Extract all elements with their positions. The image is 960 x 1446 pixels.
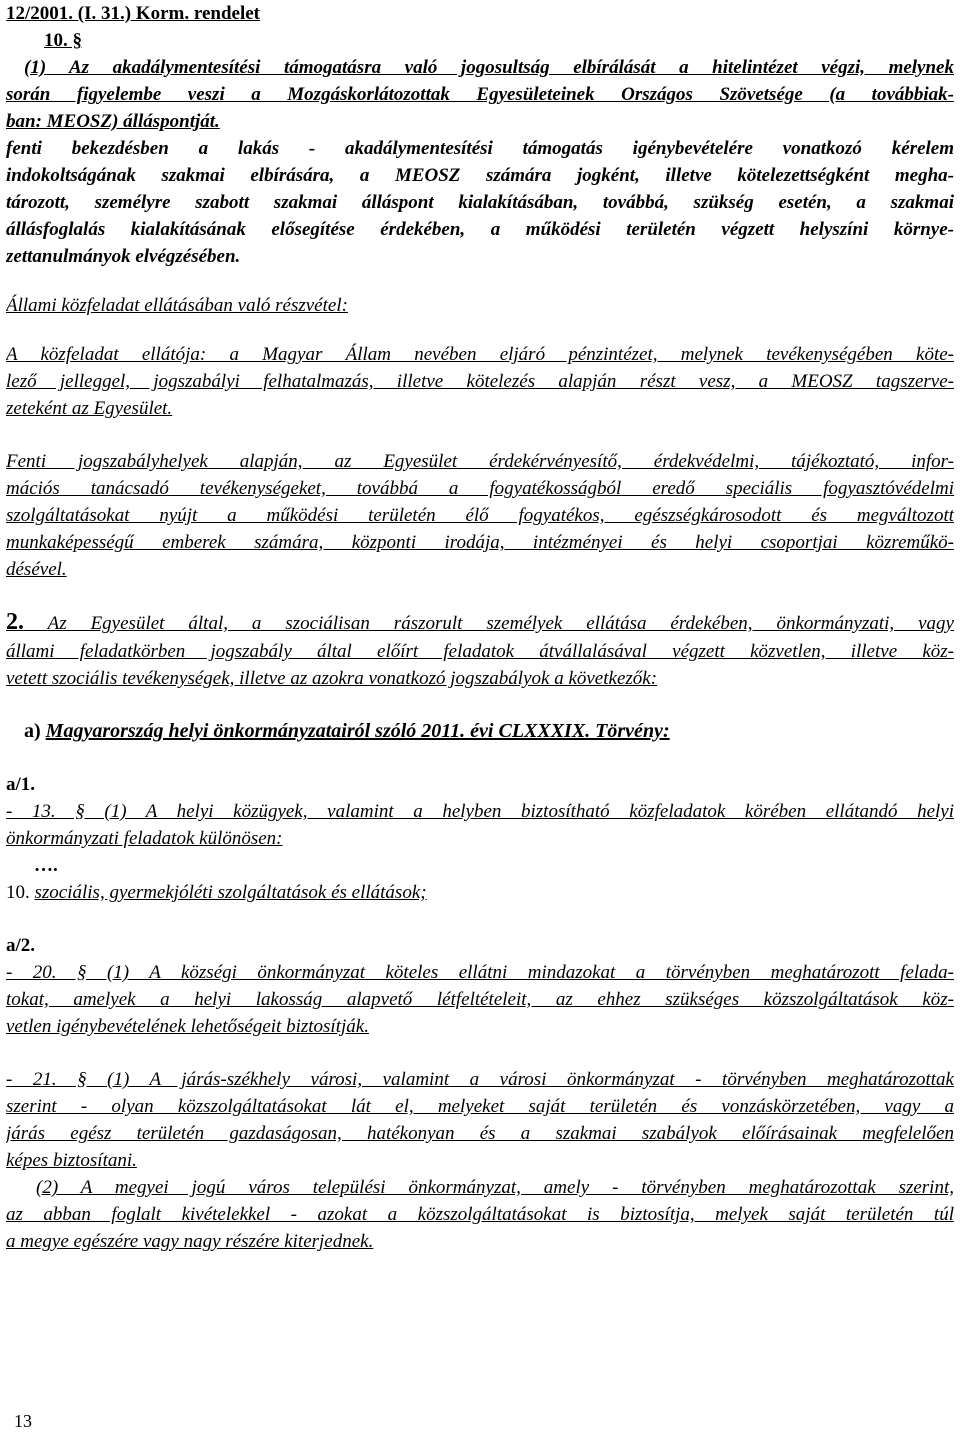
paragraph-line: - 21. § (1) A járás-székhely városi, valamint a városi önkormányzat - törvényben meghatározottak: [6, 1069, 954, 1090]
paragraph-egyesulet-szolgaltatasok: [6, 448, 954, 583]
section-heading-text: 10. §: [44, 30, 82, 51]
paragraph-line: a megye egészére vagy nagy részére kiterjednek.: [6, 1231, 374, 1252]
paragraph-line: fenti bekezdésben a lakás - akadálymentesítési támogatás igénybevételére vonatkozó kérelem: [6, 138, 954, 159]
paragraph-line: vetlen igénybevételének lehetőségeit biztosítják.: [6, 1016, 369, 1037]
paragraph-fenti-bekezdes: [6, 135, 954, 270]
paragraph-line: munkaképességű emberek számára, központi irodája, intézményei és helyi csoportjai közreműkö-: [6, 532, 954, 553]
paragraph-line: lező jelleggel, jogszabályi felhatalmazás, illetve kötelezés alapján részt vesz, a MEOSZ tagszerve-: [6, 371, 954, 392]
section-21: [6, 1066, 954, 1255]
section-number: 2.: [6, 609, 24, 635]
paragraph-line: zettanulmányok elvégzésében.: [6, 246, 241, 267]
paragraph-line: állásfoglalás kialakításának elősegítése érdekében, a működési területén végzett helyszíni környe-: [6, 219, 954, 240]
paragraph-line: Fenti jogszabályhelyek alapján, az Egyesület érdekérvényesítő, érdekvédelmi, tájékoztató, infor-: [6, 451, 954, 472]
item-number: 10.: [6, 882, 30, 903]
paragraph-line: vetett szociális tevékenységek, illetve az azokra vonatkozó jogszabályok a következők:: [6, 668, 658, 689]
law-a-title: Magyarország helyi önkormányzatairól szóló 2011. évi CLXXXIX. Törvény:: [45, 720, 670, 742]
paragraph-line: A közfeladat ellátója: a Magyar Állam nevében eljáró pénzintézet, melynek tevékenységében köte-: [6, 344, 954, 365]
list-item: [6, 879, 954, 906]
paragraph-line: állami feladatkörben jogszabály által előírt feladatok átvállalásával végzett közvetlen, illetve köz-: [6, 641, 954, 662]
paragraph-line: járás egész területén gazdaságosan, hatékonyan és a szakmai szabályok előírásainak megfelelően: [6, 1123, 954, 1144]
subsection-label: a/1.: [6, 774, 36, 795]
paragraph-line: szolgáltatásokat nyújt a működési területén élő fogyatékos, egészségkárosodott és megváltozott: [6, 505, 954, 526]
ellipsis: ….: [34, 855, 58, 876]
paragraph-line: [6, 609, 954, 638]
page-number: 13: [14, 1411, 32, 1431]
paragraph-line: (1) Az akadálymentesítési támogatásra való jogosultság elbírálását a hitelintézet végzi, melynek: [24, 57, 954, 78]
subsection-a2: [6, 932, 954, 1040]
paragraph-line: tokat, amelyek a helyi lakosság alapvető létfeltételeit, az ehhez szükséges közszolgáltatások köz-: [6, 989, 954, 1010]
paragraph-line: (2) A megyei jogú város települési önkormányzat, amely - törvényben meghatározottak szerint,: [36, 1177, 954, 1198]
paragraph-line: képes biztosítani.: [6, 1150, 137, 1171]
law-a-heading: [6, 718, 954, 745]
regulation-title-text: 12/2001. (I. 31.) Korm. rendelet: [6, 3, 260, 24]
section-heading: [6, 27, 954, 54]
regulation-title: [6, 0, 954, 27]
paragraph-line: ban: MEOSZ) álláspontját.: [6, 111, 220, 132]
section-2: [6, 609, 954, 692]
paragraph-line: - 20. § (1) A községi önkormányzat köteles ellátni mindazokat a törvényben meghatározott felada-: [6, 962, 954, 983]
public-task-heading: Állami közfeladat ellátásában való részvétel:: [6, 295, 348, 316]
paragraph-line: zeteként az Egyesület.: [6, 398, 173, 419]
paragraph-line: indokoltságának szakmai elbírására, a MEOSZ számára jogként, illetve kötelezettségként megha-: [6, 165, 954, 186]
paragraph-line: az abban foglalt kivételekkel - azokat a közszolgáltatásokat is biztosítja, melyek saját területén túl: [6, 1204, 954, 1225]
paragraph-line: során figyelembe veszi a Mozgáskorlátozottak Egyesületeinek Országos Szövetsége (a továbbiak-: [6, 84, 954, 105]
paragraph-akadalymentesites: [6, 54, 954, 135]
law-a-label: a): [24, 720, 41, 742]
subsection-a1: [6, 771, 954, 906]
paragraph-line: - 13. § (1) A helyi közügyek, valamint a helyben biztosítható közfeladatok körében ellátandó helyi: [6, 801, 954, 822]
paragraph-kozfeladat: [6, 341, 954, 422]
item-text: szociális, gyermekjóléti szolgáltatások és ellátások;: [34, 882, 427, 903]
subsection-label: a/2.: [6, 935, 36, 956]
paragraph-line: szerint - olyan közszolgáltatásokat lát el, melyeket saját területén és vonzáskörzetében, vagy a: [6, 1096, 954, 1117]
paragraph-line: désével.: [6, 559, 67, 580]
paragraph-line: mációs tanácsadó tevékenységeket, továbbá a fogyatékosságból eredő speciális fogyasztóvédelmi: [6, 478, 954, 499]
paragraph-line: tározott, személyre szabott szakmai álláspont kialakításában, továbbá, szükség esetén, a szakmai: [6, 192, 954, 213]
section-2-first-line: Az Egyesület által, a szociálisan rászorult személyek ellátása érdekében, önkormányzati, vagy: [47, 613, 954, 634]
paragraph-line: önkormányzati feladatok különösen:: [6, 828, 283, 849]
